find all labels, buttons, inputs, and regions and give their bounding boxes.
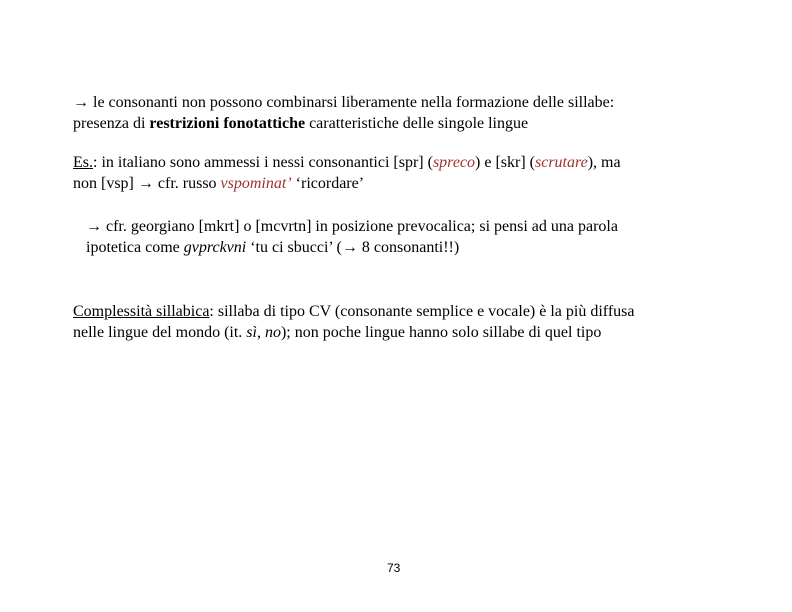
text-line: → cfr. georgiano [mkrt] o [mcvrtn] in posizione prevocalica; si pensi ad una parola — [86, 218, 618, 235]
example-word: spreco — [432, 154, 476, 171]
paragraph-example — [73, 152, 621, 194]
page-number: 73 — [387, 561, 401, 575]
example-word: sì — [246, 324, 257, 341]
example-word: vspominat’ — [220, 175, 292, 192]
text-line: nelle lingue del mondo (it. sì, no); non poche lingue hanno solo sillabe di quel tipo — [73, 324, 602, 341]
text-line: non [vsp] → cfr. russo vspominat’ ‘ricordare’ — [73, 175, 365, 192]
example-word: scrutare — [534, 154, 588, 171]
text-line: Es.: in italiano sono ammessi i nessi consonantici [spr] (spreco) e [skr] (scrutare), ma — [73, 154, 621, 171]
text-line: presenza di restrizioni fonotattiche caratteristiche delle singole lingue — [73, 115, 529, 132]
example-word: gvprckvni — [183, 239, 247, 256]
paragraph-syllable-complexity — [73, 301, 635, 343]
example-label: Es. — [73, 154, 93, 171]
paragraph-phonotactic-restrictions — [73, 92, 614, 134]
bold-term: restrizioni fonotattiche — [149, 115, 306, 132]
text-line: Complessità sillabica: sillaba di tipo CV (consonante semplice e vocale) è la più diffusa — [73, 303, 635, 320]
text-line: ipotetica come gvprckvni ‘tu ci sbucci’ (→ 8 consonanti!!) — [86, 239, 460, 256]
section-label: Complessità sillabica — [73, 303, 210, 320]
paragraph-georgian — [86, 216, 618, 258]
text-line: → le consonanti non possono combinarsi liberamente nella formazione delle sillabe: — [73, 94, 615, 111]
example-word: no — [264, 324, 281, 341]
